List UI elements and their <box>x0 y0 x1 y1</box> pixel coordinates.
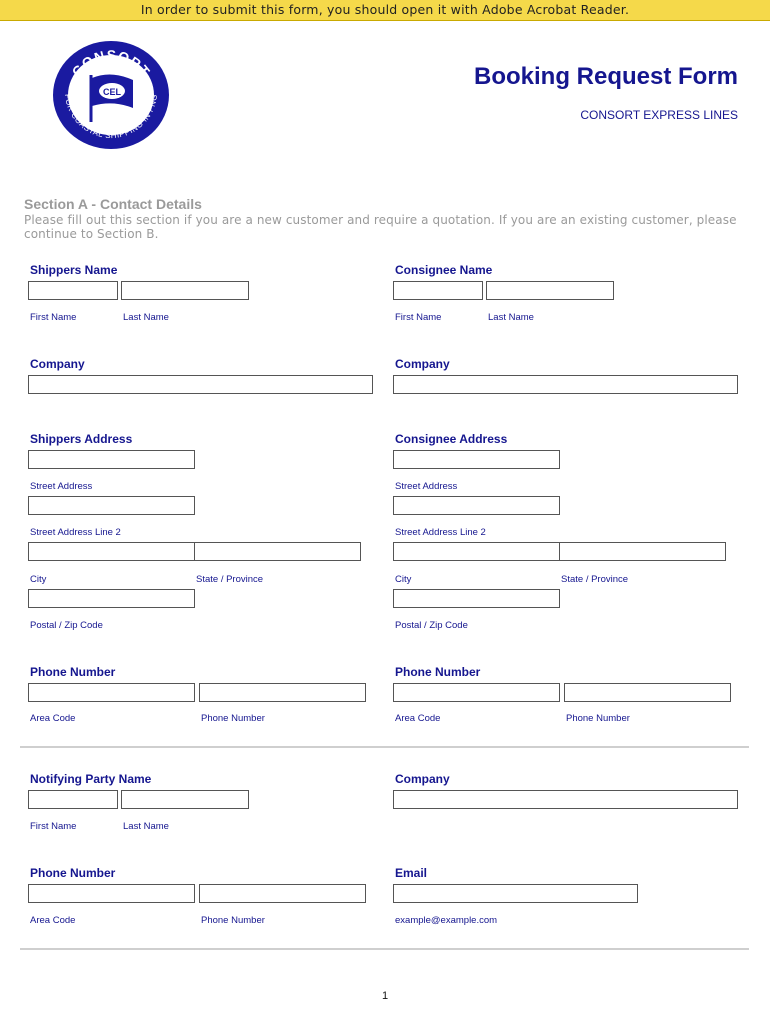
notifying-company-input[interactable] <box>393 790 738 809</box>
email-hint-caption: example@example.com <box>395 915 498 926</box>
shipper-street-caption: Street Address <box>30 481 93 492</box>
notifying-company-label: Company <box>395 772 450 786</box>
shipper-last-name-input[interactable] <box>121 281 249 300</box>
section-a-description: Please fill out this section if you are a new customer and require a quotation. If you are an existing customer, please continue to Section B. <box>24 213 737 241</box>
svg-text:CONSORT: CONSORT <box>68 46 154 80</box>
consignee-street2-input[interactable] <box>393 496 560 515</box>
consignee-phone-number-caption: Phone Number <box>566 713 630 724</box>
notifying-phone-label: Phone Number <box>30 866 116 880</box>
consignee-company-label: Company <box>395 357 450 371</box>
notifying-first-name-caption: First Name <box>30 821 77 832</box>
consignee-postal-input[interactable] <box>393 589 560 608</box>
email-input[interactable] <box>393 884 638 903</box>
shipper-postal-input[interactable] <box>28 589 195 608</box>
shipper-postal-caption: Postal / Zip Code <box>30 620 103 631</box>
consignee-area-code-caption: Area Code <box>395 713 441 724</box>
consignee-street-input[interactable] <box>393 450 560 469</box>
svg-text:CEL: CEL <box>103 87 121 97</box>
notifying-area-code-caption: Area Code <box>30 915 76 926</box>
notifying-area-code-input[interactable] <box>28 884 195 903</box>
consignee-state-input[interactable] <box>559 542 726 561</box>
shipper-company-label: Company <box>30 357 85 371</box>
consignee-street-caption: Street Address <box>395 481 458 492</box>
consignee-city-input[interactable] <box>393 542 560 561</box>
shipper-last-name-caption: Last Name <box>123 312 169 323</box>
consignee-state-caption: State / Province <box>561 574 629 585</box>
shipper-first-name-input[interactable] <box>28 281 118 300</box>
shipper-area-code-input[interactable] <box>28 683 195 702</box>
shippers-address-label: Shippers Address <box>30 432 133 446</box>
consignee-name-label: Consignee Name <box>395 263 493 277</box>
shippers-name-label: Shippers Name <box>30 263 118 277</box>
company-subtitle: CONSORT EXPRESS LINES <box>580 108 738 122</box>
consignee-first-name-input[interactable] <box>393 281 483 300</box>
consignee-phone-number-input[interactable] <box>564 683 731 702</box>
shipper-area-code-caption: Area Code <box>30 713 76 724</box>
shipper-phone-label: Phone Number <box>30 665 116 679</box>
shipper-company-input[interactable] <box>28 375 373 394</box>
shipper-phone-number-input[interactable] <box>199 683 366 702</box>
email-label: Email <box>395 866 428 880</box>
notifying-first-name-input[interactable] <box>28 790 118 809</box>
notifying-phone-number-input[interactable] <box>199 884 366 903</box>
notifying-last-name-caption: Last Name <box>123 821 169 832</box>
page-title: Booking Request Form <box>473 63 738 90</box>
consignee-area-code-input[interactable] <box>393 683 560 702</box>
acrobat-notice-banner: In order to submit this form, you should open it with Adobe Acrobat Reader. <box>0 0 770 21</box>
consignee-last-name-input[interactable] <box>486 281 614 300</box>
consignee-city-caption: City <box>395 574 412 585</box>
consort-logo <box>51 40 171 150</box>
consignee-company-input[interactable] <box>393 375 738 394</box>
notifying-last-name-input[interactable] <box>121 790 249 809</box>
consignee-address-label: Consignee Address <box>395 432 508 446</box>
consignee-street2-caption: Street Address Line 2 <box>395 527 486 538</box>
shipper-phone-number-caption: Phone Number <box>201 713 265 724</box>
page-number: 1 <box>381 990 389 1002</box>
notifying-phone-number-caption: Phone Number <box>201 915 265 926</box>
notifying-party-name-label: Notifying Party Name <box>30 772 152 786</box>
section-divider-bottom <box>20 948 749 950</box>
section-divider <box>20 746 749 748</box>
consignee-phone-label: Phone Number <box>395 665 481 679</box>
shipper-street2-caption: Street Address Line 2 <box>30 527 121 538</box>
consignee-first-name-caption: First Name <box>395 312 442 323</box>
shipper-street2-input[interactable] <box>28 496 195 515</box>
shipper-first-name-caption: First Name <box>30 312 77 323</box>
shipper-state-caption: State / Province <box>196 574 264 585</box>
shipper-state-input[interactable] <box>194 542 361 561</box>
consignee-last-name-caption: Last Name <box>488 312 534 323</box>
svg-text:FOR COASTAL SHIPPING IN PNG: FOR COASTAL SHIPPING IN PNG <box>62 93 160 141</box>
shipper-city-caption: City <box>30 574 47 585</box>
section-a-title: Section A - Contact Details <box>24 196 202 212</box>
consignee-postal-caption: Postal / Zip Code <box>395 620 468 631</box>
shipper-street-input[interactable] <box>28 450 195 469</box>
shipper-city-input[interactable] <box>28 542 195 561</box>
